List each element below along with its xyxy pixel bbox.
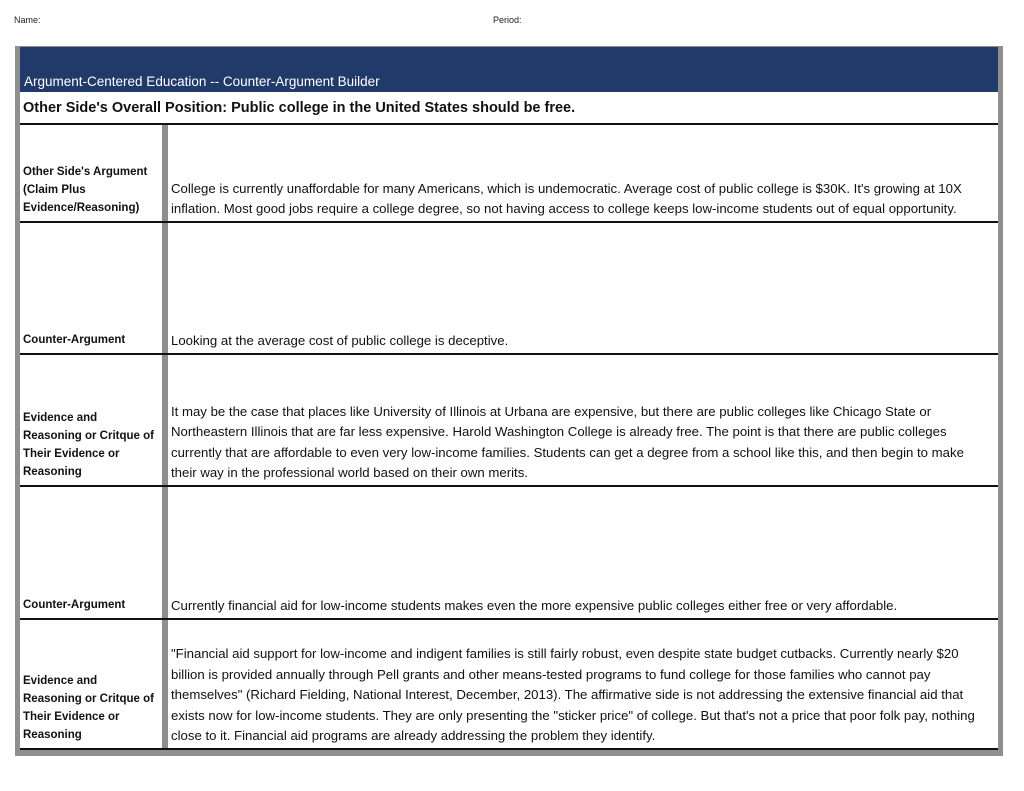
title-bar: [20, 47, 998, 92]
other-side-argument-row: [20, 125, 998, 223]
worksheet-table: [20, 47, 998, 750]
row-label: Evidence and Reasoning or Critque of Their Evidence or Reasoning: [23, 412, 154, 478]
period-label: Period:: [493, 15, 522, 25]
row-label: Other Side's Argument (Claim Plus Evidence/Reasoning): [23, 166, 148, 214]
row-text: College is currently unaffordable for many Americans, which is undemocratic. Average cost of public college is $30K. It's growing at 10X inflation. Most good jobs require a college degree, so not having access to college keeps low-income students out of equal opportunity.: [171, 180, 962, 217]
overall-position-text: Other Side's Overall Position: Public college in the United States should be free.: [23, 100, 576, 116]
worksheet-title: Argument-Centered Education -- Counter-Argument Builder: [24, 74, 380, 89]
row-text: Looking at the average cost of public college is deceptive.: [171, 333, 509, 349]
row-label: Evidence and Reasoning or Critque of Their Evidence or Reasoning: [23, 675, 154, 741]
worksheet-frame: [15, 46, 1003, 756]
evidence-reasoning-row: [20, 620, 998, 750]
row-text: "Financial aid support for low-income and indigent families is still fairly robust, even despite state budget cutbacks. Currently nearly $20 billion is provided annually through Pell grants and other means-tested programs to fund college for those families who cannot pay themselves" (Richard Fielding, National Interest, December, 2013). The affirmative side is not addressing the extensive financial aid that exists now for low-income students. They are only presenting the "sticker price" of college. But that's not a price that poor folk pay, nothing close to it. Financial aid programs are already addressing the problem they identify.: [171, 646, 975, 744]
row-text: It may be the case that places like University of Illinois at Urbana are expensive, but there are public colleges like Chicago State or Northeastern Illinois that are far less expensive. Harold Washington College is already free. The point is that there are public colleges currently that are affordable to even very low-income families. Students can get a degree from a school like this, and then begin to make their way in the professional world based on their own merits.: [171, 403, 964, 481]
counter-argument-row: [20, 223, 998, 355]
row-text: Currently financial aid for low-income students makes even the more expensive public colleges either free or very affordable.: [171, 598, 898, 614]
overall-position-row: [20, 92, 998, 125]
row-label: Counter-Argument: [23, 599, 126, 611]
row-label: Counter-Argument: [23, 334, 126, 346]
name-label: Name:: [14, 15, 41, 25]
counter-argument-row: [20, 487, 998, 620]
evidence-reasoning-row: [20, 355, 998, 487]
